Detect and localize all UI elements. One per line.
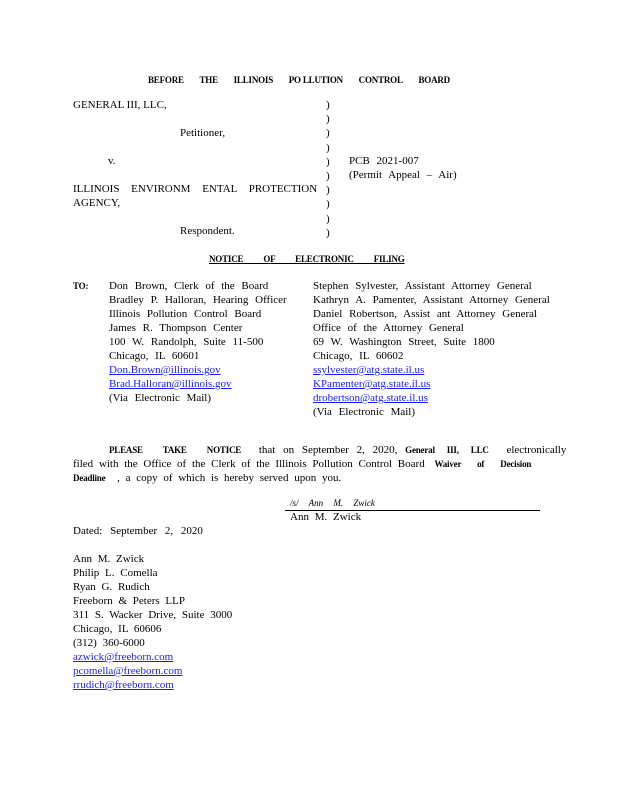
- email-link[interactable]: drobertson@atg.state.il.us: [313, 392, 428, 404]
- heading-word: BOARD: [418, 75, 450, 85]
- address-line: Bradley P. Halloran, Hearing Officer: [109, 294, 287, 306]
- counsel-line: (312) 360-6000: [73, 637, 145, 649]
- address-line: 100 W. Randolph, Suite 11-500: [109, 336, 264, 348]
- counsel-line: Freeborn & Peters LLP: [73, 595, 185, 607]
- address-line: Chicago, IL 60602: [313, 350, 404, 362]
- petitioner-name: GENERAL III, LLC,: [73, 99, 167, 111]
- counsel-line: Chicago, IL 60606: [73, 623, 162, 635]
- heading-word: ILLINOIS: [233, 75, 274, 85]
- recipients-left: [109, 279, 287, 405]
- counsel-line: 311 S. Wacker Drive, Suite 3000: [73, 609, 233, 621]
- email-link[interactable]: Brad.Halloran@illinois.gov: [109, 378, 232, 390]
- paren: ): [326, 198, 330, 211]
- paren: ): [326, 127, 330, 140]
- party-name: General III, LLC: [405, 445, 489, 455]
- via-line: (Via Electronic Mail): [109, 392, 212, 404]
- heading-word: PO LLUTION: [288, 75, 343, 85]
- paren: ): [326, 212, 330, 225]
- address-line: Illinois Pollution Control Board: [109, 308, 262, 320]
- paren: ): [326, 99, 330, 111]
- electronic-signature: /s/ Ann M. Zwick: [290, 498, 375, 508]
- recipients-right: [313, 279, 550, 419]
- email-link[interactable]: pcomella@freeborn.com: [73, 665, 183, 677]
- dated-line: Dated: September 2, 2020: [73, 525, 203, 537]
- email-link[interactable]: azwick@freeborn.com: [73, 651, 174, 663]
- signer-name: Ann M. Zwick: [290, 511, 362, 523]
- heading-word: BEFORE: [148, 75, 184, 85]
- document-title: Deadline: [73, 473, 106, 483]
- counsel-line: Philip L. Comella: [73, 567, 158, 579]
- via-line: (Via Electronic Mail): [313, 406, 416, 418]
- address-line: Don Brown, Clerk of the Board: [109, 280, 269, 292]
- respondent-label: Respondent.: [180, 225, 235, 237]
- address-line: Kathryn A. Pamenter, Assistant Attorney General: [313, 294, 550, 306]
- paren: ): [326, 155, 330, 168]
- board-heading: [148, 75, 450, 85]
- counsel-line: Ryan G. Rudich: [73, 581, 150, 593]
- to-label: TO:: [73, 281, 89, 291]
- notice-line2: [73, 458, 531, 470]
- notice-line3: [73, 472, 341, 484]
- email-link[interactable]: rrudich@freeborn.com: [73, 679, 174, 691]
- paren: ): [326, 226, 330, 239]
- case-number: PCB 2021-007: [349, 155, 419, 167]
- paren: ): [326, 113, 330, 126]
- address-line: Daniel Robertson, Assist ant Attorney General: [313, 308, 538, 320]
- counsel-line: Ann M. Zwick: [73, 553, 145, 565]
- versus: v.: [108, 155, 116, 167]
- address-line: Stephen Sylvester, Assistant Attorney General: [313, 280, 532, 292]
- paren: ): [326, 184, 330, 197]
- notice-title: NOTICE OF ELECTRONIC FILING: [209, 254, 405, 264]
- notice-line1: [109, 444, 566, 456]
- address-line: Chicago, IL 60601: [109, 350, 200, 362]
- caption-bracket: [326, 98, 336, 240]
- document-title: Waiver of Decision: [434, 459, 532, 469]
- petitioner-label: Petitioner,: [180, 127, 226, 139]
- email-link[interactable]: Don.Brown@illinois.gov: [109, 364, 221, 376]
- notice-text: electronically: [506, 444, 567, 456]
- case-type: (Permit Appeal – Air): [349, 169, 457, 181]
- heading-word: CONTROL: [358, 75, 403, 85]
- address-line: Office of the Attorney General: [313, 322, 464, 334]
- notice-text: filed with the Office of the Clerk of the Illinois Pollution Control Board: [73, 458, 425, 470]
- notice-text: , a copy of which is hereby served upon you.: [117, 472, 342, 484]
- notice-lead: PLEASE TAKE NOTICE: [109, 445, 242, 455]
- counsel-block: [73, 552, 232, 692]
- paren: ): [326, 141, 330, 154]
- notice-text: that on September 2, 2020,: [258, 444, 398, 456]
- respondent-line1: ILLINOIS ENVIRONM ENTAL PROTECTION: [73, 183, 318, 195]
- address-line: 69 W. Washington Street, Suite 1800: [313, 336, 495, 348]
- paren: ): [326, 169, 330, 182]
- email-link[interactable]: KPamenter@atg.state.il.us: [313, 378, 431, 390]
- respondent-line2: AGENCY,: [73, 197, 121, 209]
- heading-word: THE: [199, 75, 218, 85]
- address-line: James R. Thompson Center: [109, 322, 243, 334]
- email-link[interactable]: ssylvester@atg.state.il.us: [313, 364, 425, 376]
